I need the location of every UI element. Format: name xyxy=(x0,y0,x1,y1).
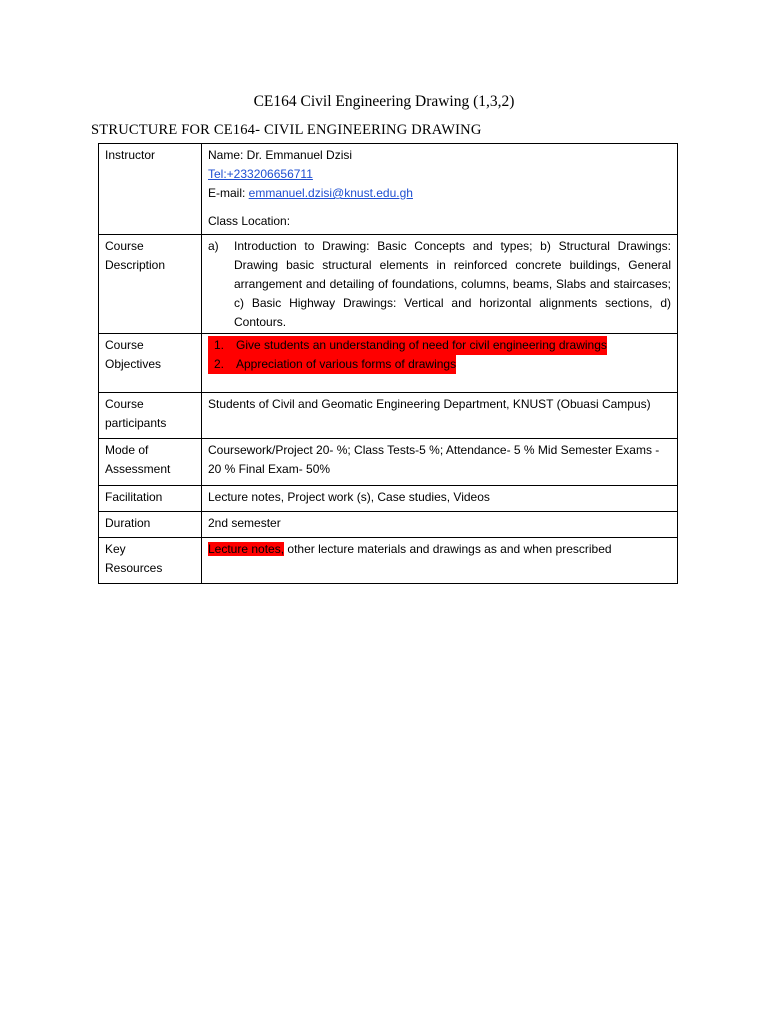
table-row-key-resources xyxy=(99,538,678,584)
instructor-label: Instructor xyxy=(105,148,156,162)
facilitation-text: Lecture notes, Project work (s), Case studies, Videos xyxy=(208,490,490,504)
email-label: E-mail: xyxy=(208,186,249,200)
row-value xyxy=(202,144,678,235)
row-label xyxy=(99,144,202,235)
course-structure-table xyxy=(98,143,678,584)
table-row-course-objectives xyxy=(99,334,678,393)
row-label xyxy=(99,538,202,584)
table-row-duration xyxy=(99,512,678,538)
label-line: Course xyxy=(105,338,144,352)
label-line: Assessment xyxy=(105,462,171,476)
facilitation-label: Facilitation xyxy=(105,490,163,504)
duration-label: Duration xyxy=(105,516,151,530)
participants-text: Students of Civil and Geomatic Engineering Department, KNUST (Obuasi Campus) xyxy=(208,397,651,411)
class-location: Class Location: xyxy=(208,214,291,228)
row-value xyxy=(202,334,678,393)
phone-link[interactable]: Tel:+233206656711 xyxy=(208,167,313,181)
row-value xyxy=(202,393,678,439)
row-value xyxy=(202,538,678,584)
item-text: Give students an understanding of need for civil engineering drawings xyxy=(236,336,607,355)
item-number: 2. xyxy=(208,355,236,374)
list-item xyxy=(208,336,671,355)
item-number: 1. xyxy=(208,336,236,355)
row-value xyxy=(202,439,678,486)
label-line: Mode of xyxy=(105,443,149,457)
table-row-mode-of-assessment xyxy=(99,439,678,486)
assessment-line: Coursework/Project 20- %; Class Tests-5 %; Attendance- 5 % Mid Semester Exams - xyxy=(208,443,660,457)
label-line: Objectives xyxy=(105,357,162,371)
assessment-line: 20 % Final Exam- 50% xyxy=(208,462,331,476)
label-line: Description xyxy=(105,258,166,272)
label-line: participants xyxy=(105,416,167,430)
document-title: CE164 Civil Engineering Drawing (1,3,2) xyxy=(253,93,515,110)
table-row-instructor xyxy=(99,144,678,235)
highlighted-text: Lecture notes, xyxy=(208,542,285,556)
label-line: Course xyxy=(105,397,144,411)
table-row-course-description xyxy=(99,235,678,334)
row-label xyxy=(99,439,202,486)
row-label xyxy=(99,235,202,334)
label-line: Resources xyxy=(105,561,163,575)
row-value xyxy=(202,486,678,512)
list-item xyxy=(208,355,671,374)
course-description-text: Introduction to Drawing: Basic Concepts and types; b) Structural Drawings: Drawing basic structural elements in reinforced concrete buildings, General arrangement and detailing of foundations, columns, beams, Slabs and staircases; c) Basic Highway Drawings: Vertical and horizontal alignments sections, d) Contours. xyxy=(234,239,671,329)
label-line: Course xyxy=(105,239,144,253)
duration-text: 2nd semester xyxy=(208,516,281,530)
label-line: Key xyxy=(105,542,126,556)
item-text: Appreciation of various forms of drawings xyxy=(236,355,456,374)
row-value xyxy=(202,235,678,334)
email-link[interactable]: emmanuel.dzisi@knust.edu.gh xyxy=(248,186,413,200)
row-label xyxy=(99,334,202,393)
list-marker: a) xyxy=(208,239,219,253)
row-label xyxy=(99,486,202,512)
table-row-course-participants xyxy=(99,393,678,439)
row-label xyxy=(99,393,202,439)
row-label xyxy=(99,512,202,538)
table-row-facilitation xyxy=(99,486,678,512)
document-subtitle: STRUCTURE FOR CE164- CIVIL ENGINEERING DRAWING xyxy=(91,122,482,138)
objectives-list xyxy=(208,336,671,374)
resources-text: other lecture materials and drawings as and when prescribed xyxy=(284,542,612,556)
course-description xyxy=(208,237,671,332)
instructor-name: Name: Dr. Emmanuel Dzisi xyxy=(208,148,353,162)
row-value xyxy=(202,512,678,538)
